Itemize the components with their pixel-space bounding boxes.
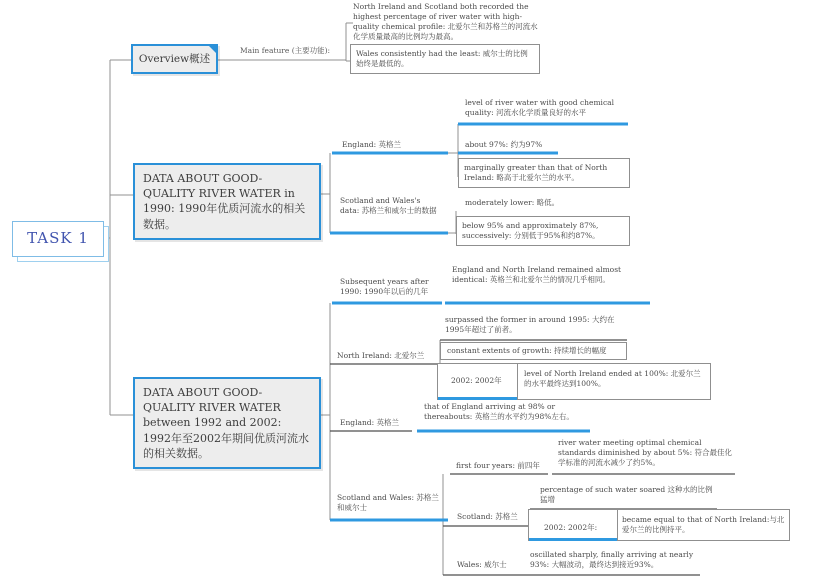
leaf-diminished-5[interactable]: river water meeting optimal chemical standards diminished by about 5%: 符合最佳化学标准的河流水减少了约5%。 <box>558 438 733 467</box>
leaf-below-95-87[interactable]: below 95% and approximately 87%, successively: 分别低于95%和约87%。 <box>456 216 630 246</box>
connector-label-main-feature[interactable]: Main feature (主要功能): <box>240 46 331 55</box>
node-first-four-years[interactable]: first four years: 前四年 <box>456 461 540 470</box>
node-scotland-2002[interactable]: Scotland: 苏格兰 <box>457 512 518 521</box>
leaf-moderately-lower[interactable]: moderately lower: 略低。 <box>465 198 560 207</box>
group-2002-north-ireland <box>437 363 711 400</box>
node-2002-ni[interactable]: 2002: 2002年 <box>451 376 502 385</box>
node-england-1990[interactable]: England: 英格兰 <box>342 140 402 149</box>
group-2002-scotland <box>528 509 790 541</box>
root-topic[interactable] <box>12 221 104 257</box>
leaf-level-good-quality[interactable]: level of river water with good chemical quality: 河流水化学质量良好的水平 <box>465 98 615 117</box>
node-england-2002[interactable]: England: 英格兰 <box>340 418 400 427</box>
leaf-marginally-greater[interactable]: marginally greater than that of North Ireland: 略高于北爱尔兰的水平。 <box>458 158 630 188</box>
leaf-england-98[interactable]: that of England arriving at 98% or thereabouts: 英格兰的水平约为98%左右。 <box>424 402 574 421</box>
node-north-ireland[interactable]: North Ireland: 北爱尔兰 <box>337 351 425 360</box>
topic-overview[interactable] <box>131 44 218 74</box>
leaf-wales-least[interactable]: Wales consistently had the least: 威尔士的比例始终是最低的。 <box>350 44 540 74</box>
node-scotland-wales-data[interactable]: Scotland and Wales's data: 苏格兰和威尔士的数据 <box>340 196 437 215</box>
folded-corner-icon <box>208 45 217 54</box>
leaf-equal-to-ni[interactable]: became equal to that of North Ireland:与北爱尔兰的比例持平。 <box>622 515 785 534</box>
group-divider <box>517 364 518 399</box>
leaf-england-ni-identical[interactable]: England and North Ireland remained almost identical: 英格兰和北爱尔兰的情况几乎相同。 <box>452 265 622 284</box>
node-subsequent-years[interactable]: Subsequent years after 1990: 1990年以后的几年 <box>340 277 429 296</box>
accent-underline <box>529 538 617 541</box>
node-2002-scotland[interactable]: 2002: 2002年: <box>544 523 598 532</box>
topic-data-1992-2002[interactable]: DATA ABOUT GOOD-QUALITY RIVER WATER between 1992 and 2002: 1992年至2002年期间优质河流水的相关数据。 <box>133 377 321 469</box>
leaf-water-soared[interactable]: percentage of such water soared 这种水的比例猛增 <box>540 485 713 504</box>
leaf-surpassed-1995[interactable]: surpassed the former in around 1995: 大约在1995年超过了前者。 <box>445 315 615 334</box>
leaf-ni-ended-100[interactable]: level of North Ireland ended at 100%: 北爱尔兰的水平最终达到100%。 <box>524 369 701 388</box>
leaf-about-97[interactable]: about 97%: 约为97% <box>465 140 543 149</box>
topic-data-1990[interactable]: DATA ABOUT GOOD-QUALITY RIVER WATER in 1990: 1990年优质河流水的相关数据。 <box>133 163 321 240</box>
leaf-constant-growth[interactable]: constant extents of growth: 持续增长的幅度 <box>440 342 627 360</box>
root-topic-label: TASK 1 <box>27 229 89 247</box>
accent-underline <box>438 397 517 400</box>
leaf-highest-percentage[interactable]: North Ireland and Scotland both recorded the highest percentage of river water with high-quality chemical profile: 北爱尔兰和苏格兰的河流水化学质量最高的比例均为最高。 <box>353 2 538 41</box>
leaf-oscillated-93[interactable]: oscillated sharply, finally arriving at nearly 93%: 大幅波动，最终达到接近93%。 <box>530 550 694 569</box>
node-wales-2002[interactable]: Wales: 威尔士 <box>457 560 507 569</box>
topic-overview-label: Overview概述 <box>138 53 211 65</box>
group-divider <box>617 510 618 540</box>
node-scotland-wales-2002[interactable]: Scotland and Wales: 苏格兰和威尔士 <box>337 493 439 512</box>
